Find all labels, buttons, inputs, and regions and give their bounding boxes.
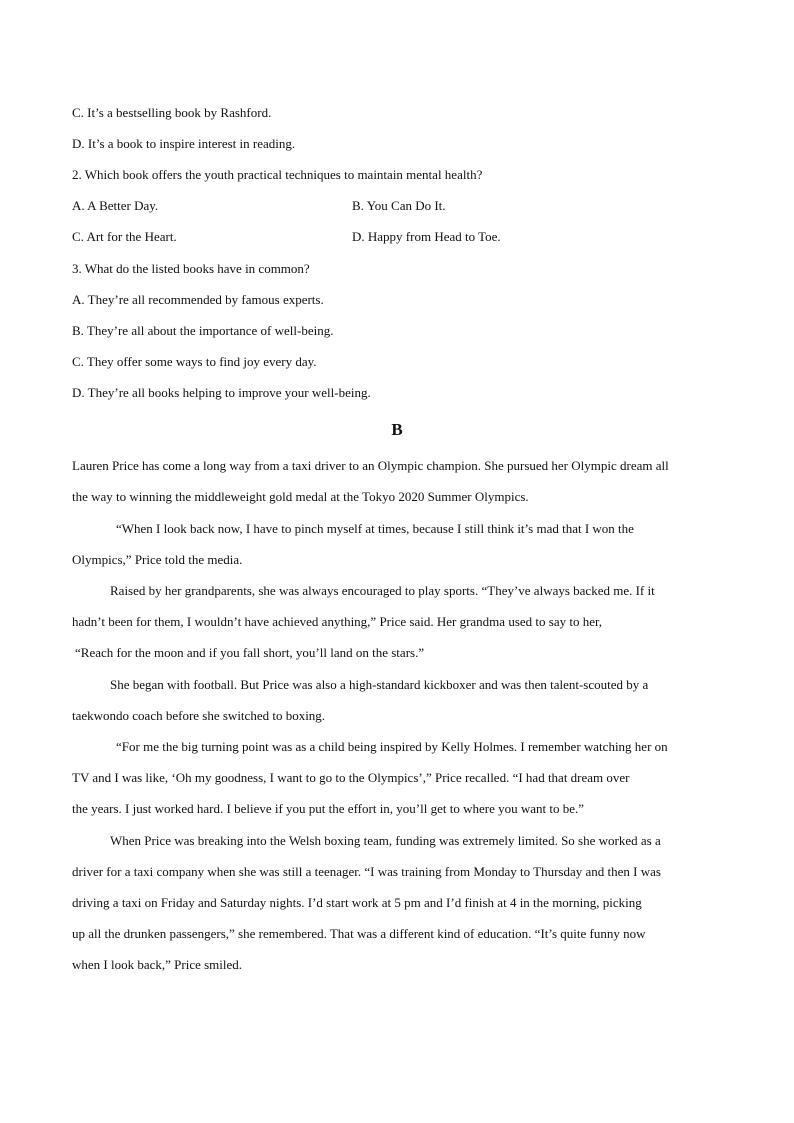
passage-line: TV and I was like, ‘Oh my goodness, I want to go to the Olympics’,” Price recalled. “I had that dream over (72, 770, 630, 785)
passage-line: the way to winning the middleweight gold medal at the Tokyo 2020 Summer Olympics. (72, 489, 529, 504)
passage-line: Raised by her grandparents, she was always encouraged to play sports. “They’ve always backed me. If it (110, 583, 655, 598)
passage-line: When Price was breaking into the Welsh boxing team, funding was extremely limited. So she worked as a (110, 833, 661, 848)
passage-line: driving a taxi on Friday and Saturday nights. I’d start work at 5 pm and I’d finish at 4 in the morning, picking (72, 895, 642, 910)
q2-option-a: A. A Better Day. (72, 198, 159, 213)
passage-line: She began with football. But Price was also a high-standard kickboxer and was then talent-scouted by a (110, 677, 649, 692)
passage-line: “Reach for the moon and if you fall short, you’ll land on the stars.” (75, 645, 425, 660)
section-b-title: B (391, 420, 403, 439)
q1-option-d: D. It’s a book to inspire interest in reading. (72, 136, 296, 151)
q3-option-c: C. They offer some ways to find joy every day. (72, 354, 317, 369)
q3-option-a: A. They’re all recommended by famous experts. (72, 292, 324, 307)
passage-line: the years. I just worked hard. I believe if you put the effort in, you’ll get to where you want to be.” (72, 801, 585, 816)
q3-option-b: B. They’re all about the importance of well-being. (72, 323, 334, 338)
passage-line: hadn’t been for them, I wouldn’t have achieved anything,” Price said. Her grandma used to say to her, (72, 614, 603, 629)
passage-line: “For me the big turning point was as a child being inspired by Kelly Holmes. I remember watching her on (116, 739, 668, 754)
passage-line: “When I look back now, I have to pinch myself at times, because I still think it’s mad that I won the (116, 521, 634, 536)
passage-line: taekwondo coach before she switched to boxing. (72, 708, 326, 723)
passage-line: up all the drunken passengers,” she remembered. That was a different kind of education. “It’s quite funny now (72, 926, 646, 941)
q2-question: 2. Which book offers the youth practical techniques to maintain mental health? (72, 167, 483, 182)
passage-line: driver for a taxi company when she was still a teenager. “I was training from Monday to Thursday and then I was (72, 864, 661, 879)
q2-option-b: B. You Can Do It. (352, 198, 446, 213)
q3-option-d: D. They’re all books helping to improve your well-being. (72, 385, 371, 400)
q1-option-c: C. It’s a bestselling book by Rashford. (72, 105, 272, 120)
passage-line: when I look back,” Price smiled. (72, 957, 243, 972)
q2-option-c: C. Art for the Heart. (72, 229, 177, 244)
q3-question: 3. What do the listed books have in common? (72, 261, 310, 276)
passage-line: Lauren Price has come a long way from a taxi driver to an Olympic champion. She pursued her Olympic dream all (72, 458, 669, 473)
passage-line: Olympics,” Price told the media. (72, 552, 243, 567)
q2-option-d: D. Happy from Head to Toe. (352, 229, 501, 244)
